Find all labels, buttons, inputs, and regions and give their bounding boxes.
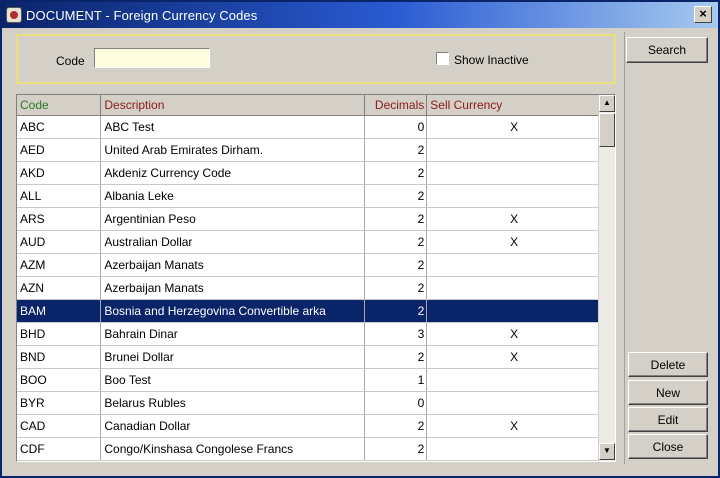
column-header-code[interactable]: Code [17, 95, 101, 115]
cell-decimals[interactable]: 2 [365, 184, 427, 207]
close-window-icon[interactable]: × [694, 6, 712, 23]
cell-description[interactable]: Brunei Dollar [101, 345, 365, 368]
cell-code[interactable]: AUD [17, 230, 101, 253]
column-header-decimals[interactable]: Decimals [365, 95, 427, 115]
table-row[interactable] [17, 345, 599, 368]
window-title: DOCUMENT - Foreign Currency Codes [26, 7, 258, 23]
cell-code[interactable]: AED [17, 138, 101, 161]
cell-decimals[interactable]: 2 [365, 230, 427, 253]
cell-code[interactable]: ABC [17, 115, 101, 138]
cell-sell-currency[interactable] [427, 161, 599, 184]
cell-sell-currency[interactable] [427, 437, 599, 460]
table-row[interactable] [17, 437, 599, 460]
cell-sell-currency[interactable]: X [427, 345, 599, 368]
app-icon [6, 7, 22, 23]
column-header-description[interactable]: Description [101, 95, 365, 115]
cell-description[interactable]: Canadian Dollar [101, 414, 365, 437]
cell-sell-currency[interactable] [427, 391, 599, 414]
cell-code[interactable]: AZN [17, 276, 101, 299]
cell-sell-currency[interactable]: X [427, 322, 599, 345]
delete-button[interactable]: Delete [628, 352, 708, 377]
filter-panel [16, 34, 616, 84]
table-row[interactable] [17, 138, 599, 161]
cell-code[interactable]: CDF [17, 437, 101, 460]
cell-code[interactable]: BND [17, 345, 101, 368]
cell-sell-currency[interactable] [427, 299, 599, 322]
cell-description[interactable]: Akdeniz Currency Code [101, 161, 365, 184]
cell-decimals[interactable]: 2 [365, 276, 427, 299]
cell-description[interactable]: Bahrain Dinar [101, 322, 365, 345]
cell-description[interactable]: Azerbaijan Manats [101, 276, 365, 299]
scroll-up-icon[interactable]: ▲ [599, 95, 615, 112]
cell-decimals[interactable]: 2 [365, 161, 427, 184]
cell-description[interactable]: United Arab Emirates Dirham. [101, 138, 365, 161]
cell-sell-currency[interactable] [427, 276, 599, 299]
cell-decimals[interactable]: 2 [365, 345, 427, 368]
cell-description[interactable]: Belarus Rubles [101, 391, 365, 414]
cell-decimals[interactable]: 2 [365, 207, 427, 230]
cell-decimals[interactable]: 2 [365, 437, 427, 460]
show-inactive-label[interactable]: Show Inactive [454, 53, 529, 67]
cell-decimals[interactable]: 0 [365, 115, 427, 138]
table-row[interactable] [17, 368, 599, 391]
edit-button[interactable]: Edit [628, 407, 708, 432]
cell-decimals[interactable]: 0 [365, 391, 427, 414]
cell-description[interactable]: Bosnia and Herzegovina Convertible arka [101, 299, 365, 322]
cell-sell-currency[interactable]: X [427, 207, 599, 230]
cell-decimals[interactable]: 2 [365, 299, 427, 322]
title-bar[interactable] [2, 2, 718, 28]
cell-code[interactable]: BHD [17, 322, 101, 345]
currency-table [17, 95, 599, 461]
new-button[interactable]: New [628, 380, 708, 405]
cell-sell-currency[interactable]: X [427, 230, 599, 253]
table-row[interactable] [17, 322, 599, 345]
cell-decimals[interactable]: 2 [365, 138, 427, 161]
table-row[interactable] [17, 414, 599, 437]
column-header-sell-currency[interactable]: Sell Currency [427, 95, 599, 115]
cell-code[interactable]: BOO [17, 368, 101, 391]
table-row[interactable] [17, 161, 599, 184]
grid-body [17, 115, 599, 460]
cell-description[interactable]: Boo Test [101, 368, 365, 391]
cell-sell-currency[interactable]: X [427, 115, 599, 138]
table-row[interactable] [17, 207, 599, 230]
cell-sell-currency[interactable]: X [427, 414, 599, 437]
cell-code[interactable]: BAM [17, 299, 101, 322]
cell-description[interactable]: Azerbaijan Manats [101, 253, 365, 276]
table-row[interactable] [17, 115, 599, 138]
table-row[interactable] [17, 299, 599, 322]
cell-decimals[interactable]: 2 [365, 253, 427, 276]
code-input[interactable] [94, 48, 210, 68]
cell-description[interactable]: ABC Test [101, 115, 365, 138]
cell-description[interactable]: Argentinian Peso [101, 207, 365, 230]
vertical-scrollbar[interactable] [598, 95, 615, 461]
cell-description[interactable]: Albania Leke [101, 184, 365, 207]
table-row[interactable] [17, 253, 599, 276]
close-button[interactable]: Close [628, 434, 708, 459]
cell-code[interactable]: AZM [17, 253, 101, 276]
search-button[interactable]: Search [626, 37, 708, 63]
cell-sell-currency[interactable] [427, 138, 599, 161]
cell-sell-currency[interactable] [427, 253, 599, 276]
table-row[interactable] [17, 391, 599, 414]
cell-code[interactable]: ALL [17, 184, 101, 207]
cell-decimals[interactable]: 2 [365, 414, 427, 437]
cell-decimals[interactable]: 1 [365, 368, 427, 391]
cell-description[interactable]: Australian Dollar [101, 230, 365, 253]
cell-code[interactable]: CAD [17, 414, 101, 437]
scroll-down-icon[interactable]: ▼ [599, 443, 615, 460]
cell-code[interactable]: ARS [17, 207, 101, 230]
currency-grid [16, 94, 616, 462]
cell-decimals[interactable]: 3 [365, 322, 427, 345]
cell-sell-currency[interactable] [427, 368, 599, 391]
grid-header-row [17, 95, 599, 115]
cell-code[interactable]: AKD [17, 161, 101, 184]
cell-description[interactable]: Congo/Kinshasa Congolese Francs [101, 437, 365, 460]
show-inactive-checkbox[interactable] [436, 52, 449, 65]
cell-code[interactable]: BYR [17, 391, 101, 414]
table-row[interactable] [17, 276, 599, 299]
table-row[interactable] [17, 184, 599, 207]
cell-sell-currency[interactable] [427, 184, 599, 207]
code-label: Code [56, 54, 85, 68]
scroll-thumb[interactable] [599, 113, 615, 147]
table-row[interactable] [17, 230, 599, 253]
